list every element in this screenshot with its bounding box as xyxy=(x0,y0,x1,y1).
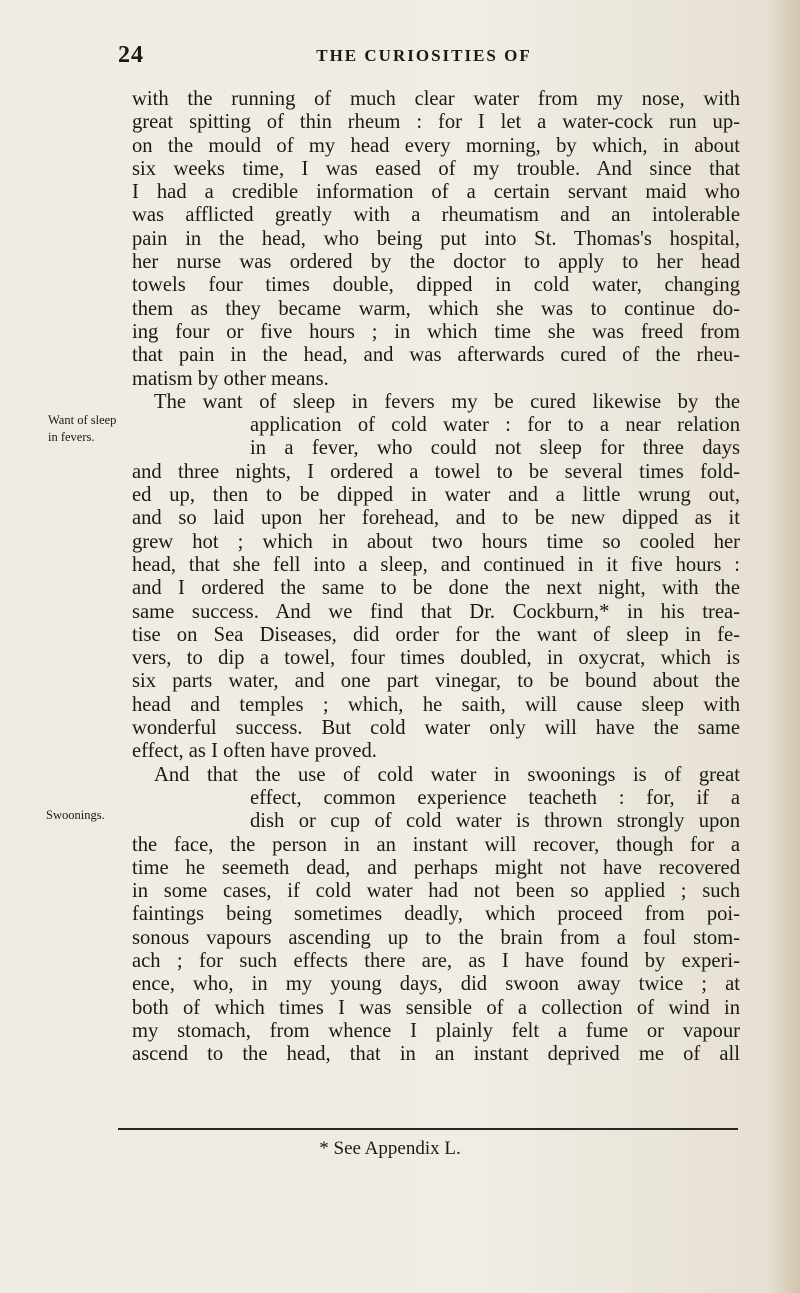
text-line: pain in the head, who being put into St. Thomas's hospital, xyxy=(132,227,740,250)
text-line: wonderful success. But cold water only will have the same xyxy=(132,717,740,740)
text-line: head, that she fell into a sleep, and continued in it five hours : xyxy=(132,553,740,576)
text-line: great spitting of thin rheum : for I let a water-cock run up- xyxy=(132,111,740,134)
text-line: effect, common experience teacheth : for, if a xyxy=(250,786,740,809)
text-line: in a fever, who could not sleep for three days xyxy=(250,437,740,460)
text-line: in some cases, if cold water had not been so applied ; such xyxy=(132,880,740,903)
body-text xyxy=(132,88,740,1066)
text-line: tise on Sea Diseases, did order for the want of sleep in fe- xyxy=(132,623,740,646)
running-head: THE CURIOSITIES OF xyxy=(316,46,532,65)
text-line: effect, as I often have proved. xyxy=(132,740,377,763)
text-line: ach ; for such effects there are, as I have found by experi- xyxy=(132,949,740,972)
margin-note-in-fevers: in fevers. xyxy=(48,430,95,444)
text-line: matism by other means. xyxy=(132,367,329,390)
text-line: six parts water, and one part vinegar, to be bound about the xyxy=(132,670,740,693)
text-line: time he seemeth dead, and perhaps might not have recovered xyxy=(132,856,740,879)
text-line: that pain in the head, and was afterwards cured of the rheu- xyxy=(132,344,740,367)
text-line: ascend to the head, that in an instant deprived me of all xyxy=(132,1043,740,1066)
text-line: them as they became warm, which she was to continue do- xyxy=(132,297,740,320)
text-line: on the mould of my head every morning, by which, in about xyxy=(132,134,740,157)
text-line: dish or cup of cold water is thrown strongly upon xyxy=(250,810,740,833)
footnote: * See Appendix L. xyxy=(319,1138,461,1159)
margin-note-swoonings: Swoonings. xyxy=(46,808,105,822)
text-line: I had a credible information of a certain servant maid who xyxy=(132,181,740,204)
footnote-rule xyxy=(118,1128,738,1130)
text-line: ence, who, in my young days, did swoon away twice ; at xyxy=(132,973,740,996)
text-line: sonous vapours ascending up to the brain from a foul stom- xyxy=(132,926,740,949)
text-line: faintings being sometimes deadly, which proceed from poi- xyxy=(132,903,740,926)
text-line: the face, the person in an instant will recover, though for a xyxy=(132,833,740,856)
text-line: same success. And we find that Dr. Cockburn,* in his trea- xyxy=(132,600,740,623)
margin-note-want-of-sleep: Want of sleep xyxy=(48,413,117,427)
text-line: her nurse was ordered by the doctor to apply to her head xyxy=(132,251,740,274)
text-line: six weeks time, I was eased of my trouble. And since that xyxy=(132,157,740,180)
text-line: And that the use of cold water in swoonings is of great xyxy=(154,763,740,786)
text-line: grew hot ; which in about two hours time so cooled her xyxy=(132,530,740,553)
text-line: vers, to dip a towel, four times doubled, in oxycrat, which is xyxy=(132,647,740,670)
text-line: ing four or five hours ; in which time she was freed from xyxy=(132,320,740,343)
text-line: towels four times double, dipped in cold water, changing xyxy=(132,274,740,297)
text-line: was afflicted greatly with a rheumatism and an intolerable xyxy=(132,204,740,227)
page-number: 24 xyxy=(118,42,144,68)
text-line: with the running of much clear water from my nose, with xyxy=(132,88,740,110)
text-line: both of which times I was sensible of a collection of wind in xyxy=(132,996,740,1019)
text-line: ed up, then to be dipped in water and a little wrung out, xyxy=(132,484,740,507)
text-line: my stomach, from whence I plainly felt a fume or vapour xyxy=(132,1019,740,1042)
text-line: The want of sleep in fevers my be cured likewise by the xyxy=(154,390,740,413)
page-header xyxy=(118,42,730,72)
text-line: application of cold water : for to a near relation xyxy=(250,414,740,437)
text-line: and so laid upon her forehead, and to be new dipped as it xyxy=(132,507,740,530)
text-line: and I ordered the same to be done the next night, with the xyxy=(132,577,740,600)
text-line: and three nights, I ordered a towel to be several times fold- xyxy=(132,460,740,483)
text-line: head and temples ; which, he saith, will cause sleep with xyxy=(132,693,740,716)
